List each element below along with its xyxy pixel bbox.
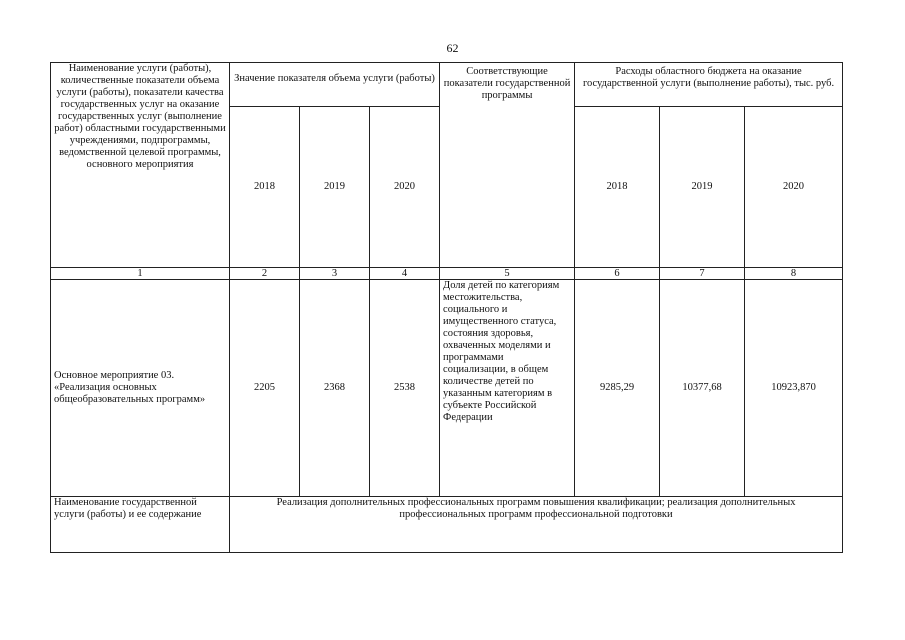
header-volume-group: Значение показателя объема услуги (работы) <box>230 63 440 107</box>
column-number: 5 <box>440 268 575 280</box>
expense-year-2020: 2020 <box>745 107 843 268</box>
program-indicator-text: Доля детей по категориям местожительства, социального и имущественного статуса, состояния здоровья, охваченных моделями и программами социализации, в общем количестве детей по указанным категориям в субъекте Российской Федерации <box>440 280 575 497</box>
column-number: 3 <box>300 268 370 280</box>
service-row <box>51 497 843 553</box>
column-number: 6 <box>575 268 660 280</box>
column-number: 1 <box>51 268 230 280</box>
main-activity-row <box>51 280 843 497</box>
volume-year-2018: 2018 <box>230 107 300 268</box>
budget-table <box>50 62 843 553</box>
expense-year-2018: 2018 <box>575 107 660 268</box>
header-expenses-group: Расходы областного бюджета на оказание государственной услуги (выполнение работы), тыс. руб. <box>575 63 843 107</box>
main-activity-name: Основное мероприятие 03. «Реализация основных общеобразовательных программ» <box>51 280 230 497</box>
volume-year-2020: 2020 <box>370 107 440 268</box>
expense-value-2019: 10377,68 <box>660 280 745 497</box>
service-content: Реализация дополнительных профессиональных программ повышения квалификации; реализация дополнительных профессиональных программ профессиональной подготовки <box>230 497 843 553</box>
column-number: 4 <box>370 268 440 280</box>
service-label: Наименование государственной услуги (работы) и ее содержание <box>51 497 230 553</box>
volume-value-2018: 2205 <box>230 280 300 497</box>
column-number: 2 <box>230 268 300 280</box>
volume-year-2019: 2019 <box>300 107 370 268</box>
header-program-indicators: Соответствующие показатели государственной программы <box>440 63 575 268</box>
column-number-row <box>51 268 843 280</box>
column-number: 7 <box>660 268 745 280</box>
volume-value-2019: 2368 <box>300 280 370 497</box>
header-service-name: Наименование услуги (работы), количественные показатели объема услуги (работы), показатели качества государственных услуг на оказание государственных услуг (выполнение работ) областными государственными учреждениями, подпрограммы, ведомственной целевой программы, основного мероприятия <box>51 63 230 268</box>
header-row-1 <box>51 63 843 107</box>
page-number: 62 <box>446 41 459 55</box>
column-number: 8 <box>745 268 843 280</box>
expense-year-2019: 2019 <box>660 107 745 268</box>
expense-value-2018: 9285,29 <box>575 280 660 497</box>
expense-value-2020: 10923,870 <box>745 280 843 497</box>
volume-value-2020: 2538 <box>370 280 440 497</box>
